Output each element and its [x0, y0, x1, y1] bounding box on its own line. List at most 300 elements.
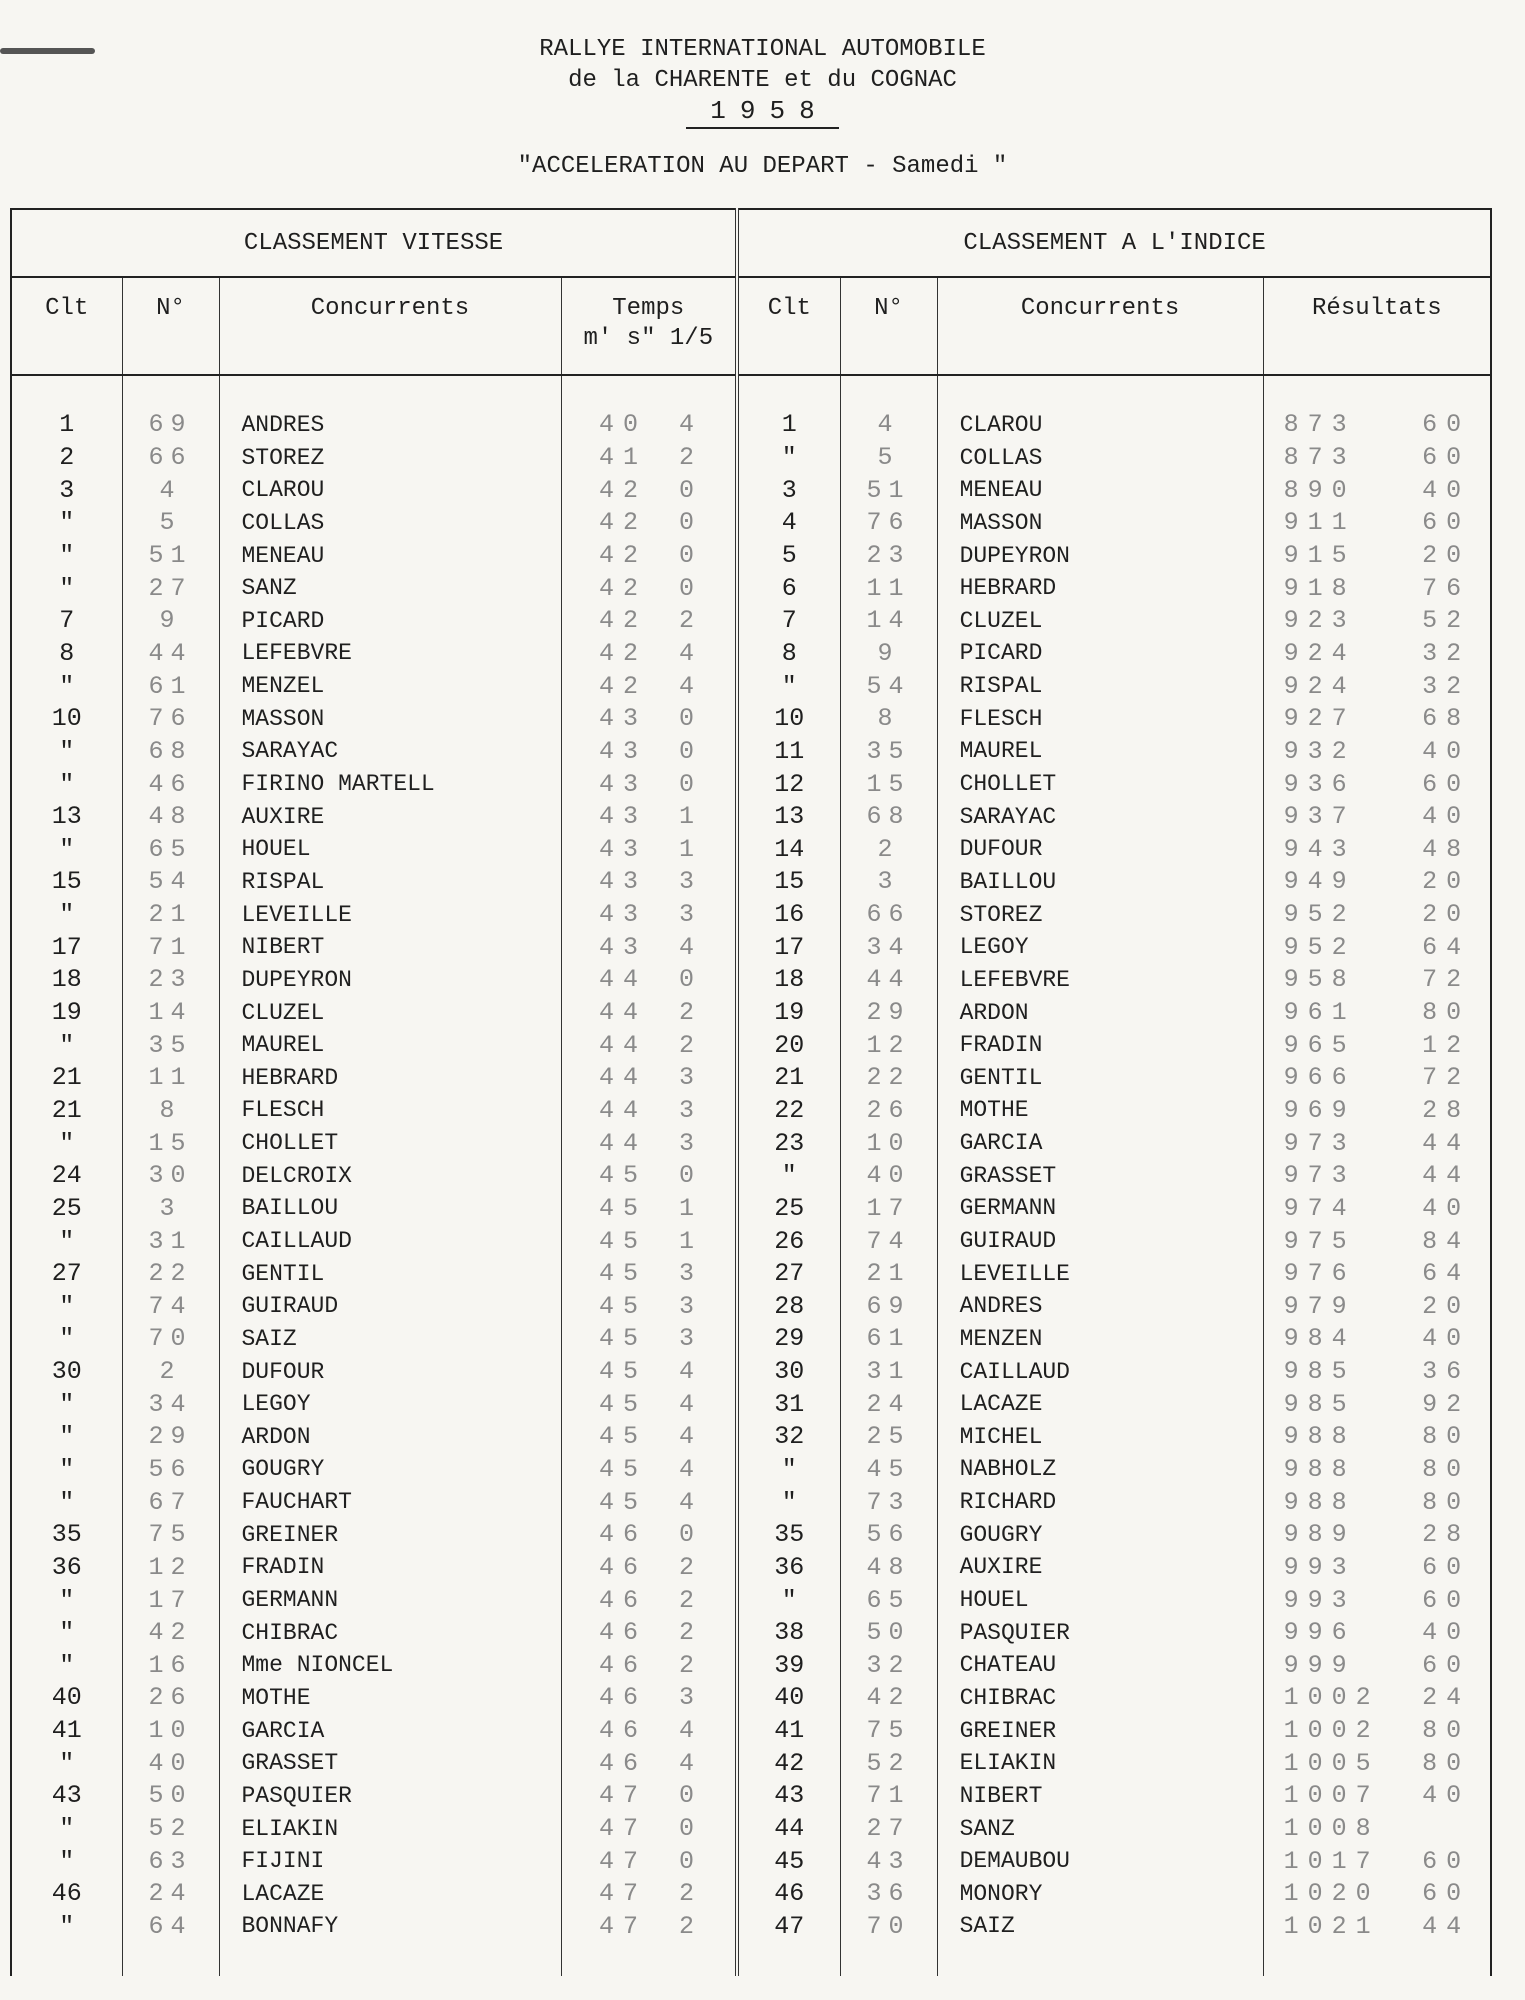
- left-number: 66: [122, 441, 219, 474]
- right-number: 24: [840, 1388, 937, 1421]
- table-row: [11, 1518, 1491, 1551]
- right-result-main: 988: [1283, 1454, 1356, 1484]
- right-name: GOUGRY: [937, 1518, 1263, 1551]
- right-name: ANDRES: [937, 1290, 1263, 1323]
- left-name: COLLAS: [219, 507, 561, 540]
- table-row: [11, 1159, 1491, 1192]
- left-clt: ": [11, 1649, 122, 1682]
- left-time-fifths: 1: [647, 1192, 737, 1225]
- left-number: 65: [122, 833, 219, 866]
- right-result-main: 1020: [1283, 1879, 1380, 1909]
- table-row: [11, 1290, 1491, 1323]
- right-name: GENTIL: [937, 1061, 1263, 1094]
- right-result-decimal: 36: [1422, 1357, 1471, 1387]
- right-result-main: 890: [1283, 475, 1356, 505]
- document-header: [0, 34, 1525, 182]
- right-clt: 22: [737, 1094, 840, 1127]
- left-name: PICARD: [219, 605, 561, 638]
- left-time-fifths: 2: [647, 441, 737, 474]
- right-result-decimal: 92: [1422, 1389, 1471, 1419]
- left-name: DUPEYRON: [219, 964, 561, 997]
- left-name: FLESCH: [219, 1094, 561, 1127]
- left-time-fifths: 4: [647, 931, 737, 964]
- table-row: [11, 1812, 1491, 1845]
- left-number: 15: [122, 1127, 219, 1160]
- header-line-2: de la CHARENTE et du COGNAC: [568, 67, 957, 94]
- left-time-fifths: 2: [647, 1878, 737, 1911]
- table-row: [11, 1551, 1491, 1584]
- left-number: 11: [122, 1061, 219, 1094]
- right-clt: 20: [737, 1029, 840, 1062]
- right-name: FRADIN: [937, 1029, 1263, 1062]
- left-time-fifths: 4: [647, 1453, 737, 1486]
- left-name: CHOLLET: [219, 1127, 561, 1160]
- left-clt: 35: [11, 1518, 122, 1551]
- table-row: [11, 1486, 1491, 1519]
- right-number: 2: [840, 833, 937, 866]
- right-clt: 36: [737, 1551, 840, 1584]
- left-time-fifths: 2: [647, 1910, 737, 1943]
- left-name: GENTIL: [219, 1257, 561, 1290]
- right-name: CHATEAU: [937, 1649, 1263, 1682]
- right-result-decimal: 60: [1422, 769, 1471, 799]
- right-number: 5: [840, 441, 937, 474]
- left-name: MASSON: [219, 702, 561, 735]
- table-row: [11, 1257, 1491, 1290]
- right-clt: 16: [737, 898, 840, 931]
- left-clt: 18: [11, 964, 122, 997]
- left-name: GREINER: [219, 1518, 561, 1551]
- right-result-main: 873: [1283, 443, 1356, 473]
- right-number: 36: [840, 1878, 937, 1911]
- right-number: 27: [840, 1812, 937, 1845]
- left-time-seconds: 43: [598, 867, 647, 897]
- right-result-decimal: 48: [1422, 834, 1471, 864]
- left-number: 76: [122, 702, 219, 735]
- left-col-clt: Clt: [11, 277, 122, 375]
- right-result-main: 937: [1283, 802, 1356, 832]
- right-result-main: 961: [1283, 998, 1356, 1028]
- filler-cell: [122, 1943, 219, 1976]
- left-time-seconds: 43: [598, 802, 647, 832]
- left-number: 29: [122, 1421, 219, 1454]
- header-subtitle: "ACCELERATION AU DEPART - Samedi ": [517, 153, 1008, 180]
- right-name: GERMANN: [937, 1192, 1263, 1225]
- right-result-decimal: 60: [1422, 1879, 1471, 1909]
- right-number: 3: [840, 866, 937, 899]
- left-time-seconds: 43: [598, 736, 647, 766]
- right-clt: 31: [737, 1388, 840, 1421]
- left-clt: 46: [11, 1878, 122, 1911]
- right-clt: 27: [737, 1257, 840, 1290]
- right-result-main: 999: [1283, 1650, 1356, 1680]
- left-time-fifths: 3: [647, 1094, 737, 1127]
- right-number: 32: [840, 1649, 937, 1682]
- right-clt: ": [737, 670, 840, 703]
- right-clt: 39: [737, 1649, 840, 1682]
- right-clt: 3: [737, 474, 840, 507]
- right-result-main: 985: [1283, 1357, 1356, 1387]
- left-time-seconds: 45: [598, 1357, 647, 1387]
- right-number: 14: [840, 605, 937, 638]
- left-clt: 41: [11, 1714, 122, 1747]
- right-clt: 35: [737, 1518, 840, 1551]
- table-row: [11, 605, 1491, 638]
- left-time-seconds: 47: [598, 1781, 647, 1811]
- right-result-main: 924: [1283, 671, 1356, 701]
- left-time-seconds: 41: [598, 443, 647, 473]
- right-name: CLAROU: [937, 409, 1263, 442]
- right-name: PASQUIER: [937, 1616, 1263, 1649]
- table-row: [11, 702, 1491, 735]
- left-name: LACAZE: [219, 1878, 561, 1911]
- left-name: DUFOUR: [219, 1355, 561, 1388]
- right-number: 70: [840, 1910, 937, 1943]
- spacer-cell: [1377, 375, 1491, 409]
- left-number: 50: [122, 1780, 219, 1813]
- right-col-no: N°: [840, 277, 937, 375]
- right-clt: 7: [737, 605, 840, 638]
- left-clt: ": [11, 1910, 122, 1943]
- left-name: CLAROU: [219, 474, 561, 507]
- right-result-decimal: 44: [1422, 1161, 1471, 1191]
- filler-row: [11, 1943, 1491, 1976]
- right-name: GUIRAUD: [937, 1225, 1263, 1258]
- spacer-cell: [122, 375, 219, 409]
- table-row: [11, 474, 1491, 507]
- left-clt: ": [11, 1812, 122, 1845]
- right-result-main: 988: [1283, 1422, 1356, 1452]
- left-number: 42: [122, 1616, 219, 1649]
- right-result-decimal: 80: [1422, 1716, 1471, 1746]
- left-time-seconds: 45: [598, 1161, 647, 1191]
- left-time-seconds: 44: [598, 1030, 647, 1060]
- right-number: 51: [840, 474, 937, 507]
- right-number: 56: [840, 1518, 937, 1551]
- left-time-seconds: 46: [598, 1618, 647, 1648]
- right-col-name: Concurrents: [937, 277, 1263, 375]
- left-time-fifths: 1: [647, 1225, 737, 1258]
- left-name: GERMANN: [219, 1584, 561, 1617]
- left-name: GRASSET: [219, 1747, 561, 1780]
- table-row: [11, 1192, 1491, 1225]
- filler-cell: [737, 1943, 840, 1976]
- left-number: 64: [122, 1910, 219, 1943]
- right-result-main: 966: [1283, 1063, 1356, 1093]
- right-clt: 10: [737, 702, 840, 735]
- left-name: GOUGRY: [219, 1453, 561, 1486]
- left-number: 2: [122, 1355, 219, 1388]
- left-time-seconds: 42: [598, 638, 647, 668]
- right-number: 8: [840, 702, 937, 735]
- left-clt: ": [11, 1486, 122, 1519]
- right-clt: 13: [737, 800, 840, 833]
- right-name: ARDON: [937, 996, 1263, 1029]
- left-clt: 13: [11, 800, 122, 833]
- table-row: [11, 1714, 1491, 1747]
- right-clt: 29: [737, 1323, 840, 1356]
- right-name: DUPEYRON: [937, 539, 1263, 572]
- left-clt: ": [11, 1127, 122, 1160]
- right-name: GARCIA: [937, 1127, 1263, 1160]
- right-clt: 30: [737, 1355, 840, 1388]
- right-clt: 19: [737, 996, 840, 1029]
- left-time-fifths: 3: [647, 1061, 737, 1094]
- left-time-fifths: 2: [647, 1616, 737, 1649]
- right-number: 74: [840, 1225, 937, 1258]
- left-number: 44: [122, 637, 219, 670]
- right-clt: 38: [737, 1616, 840, 1649]
- right-number: 73: [840, 1486, 937, 1519]
- right-result-decimal: 60: [1422, 410, 1471, 440]
- right-number: 48: [840, 1551, 937, 1584]
- right-clt: ": [737, 1486, 840, 1519]
- right-clt: 6: [737, 572, 840, 605]
- right-result-decimal: 28: [1422, 1520, 1471, 1550]
- left-time-fifths: 4: [647, 1747, 737, 1780]
- right-result-main: 949: [1283, 867, 1356, 897]
- left-clt: 27: [11, 1257, 122, 1290]
- left-name: HOUEL: [219, 833, 561, 866]
- spacer-cell: [219, 375, 561, 409]
- right-result-decimal: 80: [1422, 998, 1471, 1028]
- right-number: 23: [840, 539, 937, 572]
- right-name: SARAYAC: [937, 800, 1263, 833]
- left-time-seconds: 45: [598, 1259, 647, 1289]
- left-number: 51: [122, 539, 219, 572]
- results-table: [10, 208, 1492, 1976]
- left-clt: 21: [11, 1094, 122, 1127]
- right-result-decimal: 44: [1422, 1128, 1471, 1158]
- right-result-decimal: 20: [1422, 867, 1471, 897]
- right-result-main: 996: [1283, 1618, 1356, 1648]
- header-line-1: RALLYE INTERNATIONAL AUTOMOBILE: [539, 36, 986, 63]
- left-time-seconds: 46: [598, 1716, 647, 1746]
- left-time-seconds: 42: [598, 508, 647, 538]
- right-result-decimal: 60: [1422, 1650, 1471, 1680]
- left-time-seconds: 45: [598, 1389, 647, 1419]
- right-name: MENEAU: [937, 474, 1263, 507]
- left-number: 40: [122, 1747, 219, 1780]
- left-time-seconds: 44: [598, 998, 647, 1028]
- left-time-seconds: 42: [598, 573, 647, 603]
- right-result-decimal: 44: [1422, 1911, 1471, 1941]
- left-number: 48: [122, 800, 219, 833]
- left-time-fifths: 4: [647, 1421, 737, 1454]
- right-result-main: 1021: [1283, 1911, 1380, 1941]
- left-clt: ": [11, 1453, 122, 1486]
- table-row: [11, 1584, 1491, 1617]
- right-name: HEBRARD: [937, 572, 1263, 605]
- left-time-fifths: 0: [647, 539, 737, 572]
- right-clt: 11: [737, 735, 840, 768]
- left-time-fifths: 0: [647, 964, 737, 997]
- right-number: 61: [840, 1323, 937, 1356]
- left-time-fifths: 3: [647, 1127, 737, 1160]
- left-clt: ": [11, 539, 122, 572]
- left-time-seconds: 47: [598, 1814, 647, 1844]
- right-result-decimal: 80: [1422, 1748, 1471, 1778]
- right-result-decimal: 68: [1422, 704, 1471, 734]
- right-number: 71: [840, 1780, 937, 1813]
- left-number: 74: [122, 1290, 219, 1323]
- left-time-fifths: 0: [647, 1845, 737, 1878]
- right-result-decimal: 60: [1422, 1552, 1471, 1582]
- left-name: LEFEBVRE: [219, 637, 561, 670]
- left-number: 54: [122, 866, 219, 899]
- right-clt: 47: [737, 1910, 840, 1943]
- left-clt: 15: [11, 866, 122, 899]
- right-result-main: 974: [1283, 1193, 1356, 1223]
- left-number: 34: [122, 1388, 219, 1421]
- right-clt: 21: [737, 1061, 840, 1094]
- left-clt: 43: [11, 1780, 122, 1813]
- right-number: 45: [840, 1453, 937, 1486]
- left-name: FIRINO MARTELL: [219, 768, 561, 801]
- left-clt: ": [11, 1845, 122, 1878]
- right-name: FLESCH: [937, 702, 1263, 735]
- right-result-main: 993: [1283, 1552, 1356, 1582]
- right-result-main: 927: [1283, 704, 1356, 734]
- right-result-main: 1008: [1283, 1814, 1380, 1844]
- right-clt: 12: [737, 768, 840, 801]
- right-number: 25: [840, 1421, 937, 1454]
- table-row: [11, 996, 1491, 1029]
- right-clt: 18: [737, 964, 840, 997]
- left-time-fifths: 0: [647, 1812, 737, 1845]
- left-time-fifths: 2: [647, 605, 737, 638]
- left-time-fifths: 3: [647, 1682, 737, 1715]
- left-time-fifths: 0: [647, 1518, 737, 1551]
- left-clt: ": [11, 833, 122, 866]
- left-name: NIBERT: [219, 931, 561, 964]
- right-result-main: 1007: [1283, 1781, 1380, 1811]
- right-number: 42: [840, 1682, 937, 1715]
- right-number: 76: [840, 507, 937, 540]
- left-time-seconds: 45: [598, 1226, 647, 1256]
- left-name: CLUZEL: [219, 996, 561, 1029]
- left-clt: ": [11, 768, 122, 801]
- left-number: 16: [122, 1649, 219, 1682]
- filler-cell: [1377, 1943, 1491, 1976]
- right-number: 68: [840, 800, 937, 833]
- left-name: FAUCHART: [219, 1486, 561, 1519]
- table-row: [11, 1649, 1491, 1682]
- left-number: 22: [122, 1257, 219, 1290]
- right-clt: 44: [737, 1812, 840, 1845]
- right-name: MENZEN: [937, 1323, 1263, 1356]
- left-time-fifths: 3: [647, 1323, 737, 1356]
- right-result-main: 915: [1283, 541, 1356, 571]
- left-number: 56: [122, 1453, 219, 1486]
- right-result-main: 1002: [1283, 1716, 1380, 1746]
- right-name: ELIAKIN: [937, 1747, 1263, 1780]
- right-name: NABHOLZ: [937, 1453, 1263, 1486]
- left-number: 75: [122, 1518, 219, 1551]
- left-time-seconds: 46: [598, 1748, 647, 1778]
- left-time-fifths: 0: [647, 572, 737, 605]
- right-name: CHIBRAC: [937, 1682, 1263, 1715]
- right-name: CLUZEL: [937, 605, 1263, 638]
- right-result-main: 979: [1283, 1291, 1356, 1321]
- left-col-time-units: m' s" 1/5: [583, 325, 714, 352]
- left-time-fifths: 3: [647, 1290, 737, 1323]
- filler-cell: [219, 1943, 561, 1976]
- left-time-seconds: 43: [598, 932, 647, 962]
- left-time-seconds: 42: [598, 606, 647, 636]
- left-time-seconds: 45: [598, 1193, 647, 1223]
- right-clt: 15: [737, 866, 840, 899]
- left-name: STOREZ: [219, 441, 561, 474]
- right-result-main: 993: [1283, 1585, 1356, 1615]
- spacer-cell: [737, 375, 840, 409]
- table-row: [11, 964, 1491, 997]
- right-result-decimal: 40: [1422, 1781, 1471, 1811]
- left-name: MOTHE: [219, 1682, 561, 1715]
- right-number: 10: [840, 1127, 937, 1160]
- left-number: 23: [122, 964, 219, 997]
- left-col-no: N°: [122, 277, 219, 375]
- table-row: [11, 637, 1491, 670]
- left-time-seconds: 42: [598, 671, 647, 701]
- right-result-decimal: 20: [1422, 541, 1471, 571]
- right-name: SAIZ: [937, 1910, 1263, 1943]
- right-number: 12: [840, 1029, 937, 1062]
- right-result-decimal: 52: [1422, 606, 1471, 636]
- left-time-fifths: 4: [647, 670, 737, 703]
- left-name: AUXIRE: [219, 800, 561, 833]
- filler-cell: [647, 1943, 737, 1976]
- table-row: [11, 1323, 1491, 1356]
- left-clt: 8: [11, 637, 122, 670]
- table-row: [11, 1355, 1491, 1388]
- left-time-seconds: 46: [598, 1520, 647, 1550]
- table-row: [11, 1388, 1491, 1421]
- left-name: FIJINI: [219, 1845, 561, 1878]
- right-name: BAILLOU: [937, 866, 1263, 899]
- left-number: 17: [122, 1584, 219, 1617]
- left-number: 35: [122, 1029, 219, 1062]
- right-result-decimal: 84: [1422, 1226, 1471, 1256]
- left-number: 46: [122, 768, 219, 801]
- right-name: LEFEBVRE: [937, 964, 1263, 997]
- left-name: LEVEILLE: [219, 898, 561, 931]
- left-number: 12: [122, 1551, 219, 1584]
- right-name: STOREZ: [937, 898, 1263, 931]
- left-time-seconds: 44: [598, 1128, 647, 1158]
- right-number: 4: [840, 409, 937, 442]
- left-clt: ": [11, 1584, 122, 1617]
- left-name: MENZEL: [219, 670, 561, 703]
- left-name: ANDRES: [219, 409, 561, 442]
- left-time-fifths: 3: [647, 1257, 737, 1290]
- right-number: 11: [840, 572, 937, 605]
- right-result-decimal: 40: [1422, 1324, 1471, 1354]
- right-number: 65: [840, 1584, 937, 1617]
- right-result-decimal: 40: [1422, 475, 1471, 505]
- right-result-main: 1002: [1283, 1683, 1380, 1713]
- left-clt: ": [11, 1290, 122, 1323]
- right-result-main: 965: [1283, 1030, 1356, 1060]
- left-time-seconds: 45: [598, 1324, 647, 1354]
- left-number: 71: [122, 931, 219, 964]
- left-name: CAILLAUD: [219, 1225, 561, 1258]
- filler-cell: [1263, 1943, 1377, 1976]
- left-time-fifths: 2: [647, 1551, 737, 1584]
- right-name: COLLAS: [937, 441, 1263, 474]
- left-name: GARCIA: [219, 1714, 561, 1747]
- left-name: FRADIN: [219, 1551, 561, 1584]
